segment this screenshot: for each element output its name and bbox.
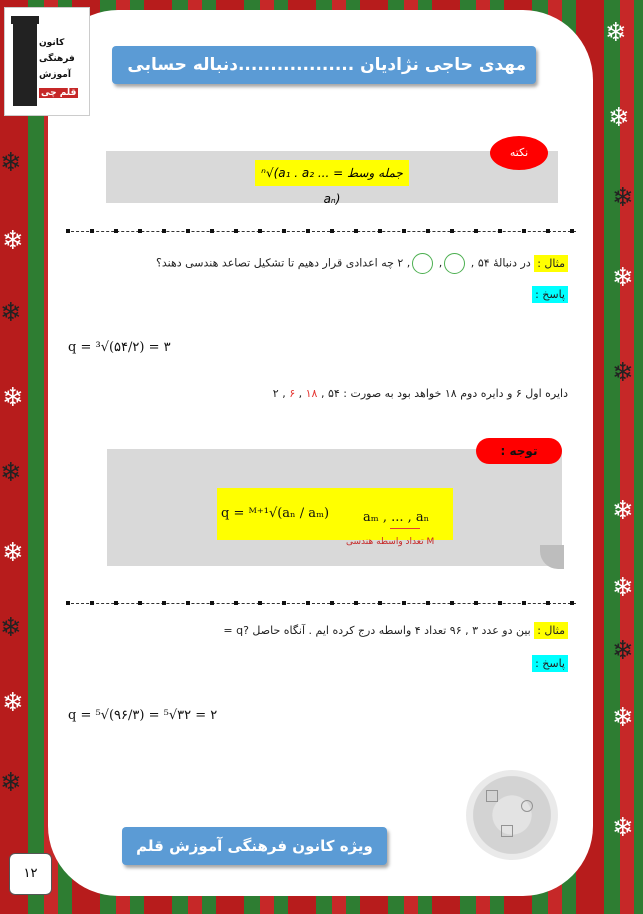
- snowflake-icon: ❄: [612, 636, 634, 666]
- divider-tick: [66, 229, 70, 233]
- divider-tick: [474, 229, 478, 233]
- divider-tick: [546, 601, 550, 605]
- page-number: ۱۲: [9, 853, 52, 895]
- double-arrow-icon: [390, 528, 420, 529]
- solution-formula: q = ³√(۵۴/۲) = ۳: [68, 340, 171, 355]
- divider-tick: [282, 229, 286, 233]
- divider-tick: [90, 229, 94, 233]
- divider-tick: [522, 229, 526, 233]
- solution-formula: q = ⁵√(۹۶/۳) = ⁵√۳۲ = ۲: [68, 708, 218, 723]
- answer-line: [532, 657, 568, 670]
- divider-tick: [162, 601, 166, 605]
- sequence-value: ۶: [289, 387, 296, 400]
- divider-tick: [402, 229, 406, 233]
- logo-text: کانون: [39, 38, 65, 48]
- divider-tick: [426, 601, 430, 605]
- sequence-range: aₘ , ... , aₙ: [363, 510, 430, 525]
- note-badge: نکته: [490, 136, 548, 170]
- doodle-shape: [486, 790, 498, 802]
- divider-tick: [498, 601, 502, 605]
- teacher-silhouette-icon: [13, 24, 37, 106]
- snowflake-icon: ❄: [612, 573, 634, 603]
- example-label: مثال :: [534, 255, 568, 272]
- divider-tick: [162, 229, 166, 233]
- divider-tick: [354, 229, 358, 233]
- sequence-value: ۱۸: [305, 387, 318, 400]
- sequence-value: ۲: [272, 387, 279, 400]
- logo-text: آموزش: [39, 70, 71, 80]
- formula-label: جمله وسط: [347, 166, 403, 180]
- divider-tick: [186, 229, 190, 233]
- snowflake-icon: ❄: [608, 103, 630, 133]
- snowflake-icon: ❄: [2, 383, 24, 413]
- divider-tick: [234, 229, 238, 233]
- divider-tick: [330, 229, 334, 233]
- divider-tick: [498, 229, 502, 233]
- snowflake-icon: ❄: [2, 538, 24, 568]
- divider-tick: [90, 601, 94, 605]
- section-divider: [66, 603, 576, 604]
- divider-tick: [258, 601, 262, 605]
- question-num: ۵۴: [477, 256, 490, 270]
- divider-tick: [330, 601, 334, 605]
- divider-tick: [450, 601, 454, 605]
- divider-tick: [114, 601, 118, 605]
- divider-tick: [570, 601, 574, 605]
- divider-tick: [306, 601, 310, 605]
- logo-text: قلم چی: [41, 88, 77, 98]
- divider-tick: [354, 601, 358, 605]
- snowflake-icon: ❄: [612, 183, 634, 213]
- divider-tick: [210, 229, 214, 233]
- result-text: دایره اول ۶ و دایره دوم ۱۸ خواهد بود به صورت : ۵۴ ,: [320, 387, 568, 400]
- question-end: چه اعدادی قرار دهیم تا تشکیل تصاعد هندسی دهند؟: [156, 256, 394, 270]
- question-num: ۲: [397, 256, 404, 270]
- divider-tick: [66, 601, 70, 605]
- snowflake-icon: ❄: [2, 688, 24, 718]
- geometric-mean-formula: [255, 160, 409, 206]
- snowflake-icon: ❄: [612, 496, 634, 526]
- doodle-shape: [521, 800, 533, 812]
- logo-text: فرهنگی: [39, 54, 75, 64]
- snowflake-icon: ❄: [605, 18, 627, 48]
- divider-tick: [186, 601, 190, 605]
- snowflake-icon: ❄: [612, 813, 634, 843]
- kanoon-logo: [4, 7, 90, 116]
- divider-tick: [210, 601, 214, 605]
- divider-tick: [282, 601, 286, 605]
- snowflake-icon: ❄: [0, 768, 22, 798]
- divider-tick: [378, 229, 382, 233]
- doodle-shape: [501, 825, 513, 837]
- divider-tick: [138, 601, 142, 605]
- divider-tick: [402, 601, 406, 605]
- answer-line: [532, 288, 568, 301]
- example-label: مثال :: [534, 622, 568, 639]
- divider-tick: [306, 229, 310, 233]
- answer-label: پاسخ :: [532, 655, 568, 672]
- warning-badge: توجه :: [476, 438, 562, 464]
- m-definition: M تعداد واسطه هندسی: [346, 537, 435, 547]
- snowflake-icon: ❄: [612, 703, 634, 733]
- question-text: بین دو عدد ۳ , ۹۶ تعداد ۴ واسطه درج کرده ایم . آنگاه حاصل ?q =: [223, 624, 531, 637]
- page-title: مهدی حاجی نژادیان ..................دنباله حسابی و هندسی: [112, 46, 536, 84]
- divider-tick: [570, 229, 574, 233]
- divider-tick: [450, 229, 454, 233]
- snowflake-icon: ❄: [0, 148, 22, 178]
- blank-circle: [412, 253, 433, 274]
- divider-tick: [138, 229, 142, 233]
- snowflake-icon: ❄: [0, 458, 22, 488]
- divider-tick: [114, 229, 118, 233]
- question-start: در دنبالهٔ: [493, 256, 531, 270]
- snowflake-icon: ❄: [0, 298, 22, 328]
- divider-tick: [546, 229, 550, 233]
- divider-tick: [234, 601, 238, 605]
- answer-label: پاسخ :: [532, 286, 568, 303]
- ratio-formula: q = ᴹ⁺¹√(aₙ / aₘ): [221, 506, 330, 521]
- example2-question-line: [223, 624, 568, 637]
- formula-expression: = ⁿ√(a₁ . a₂ ... aₙ): [261, 166, 344, 206]
- example1-question-line: مثال : در دنبالهٔ ۵۴ , , , ۲ چه اعدادی قرار دهیم تا تشکیل تصاعد هندسی دهند؟: [156, 253, 568, 274]
- snowflake-icon: ❄: [0, 613, 22, 643]
- graduation-cap-icon: [11, 16, 39, 24]
- snowflake-icon: ❄: [2, 226, 24, 256]
- blank-circle: [444, 253, 465, 274]
- section-divider: [66, 231, 576, 232]
- footer-banner: ویژه کانون فرهنگی آموزش قلم چی: [122, 827, 387, 865]
- divider-tick: [522, 601, 526, 605]
- ratio-formula-box: [217, 488, 453, 540]
- snowflake-icon: ❄: [612, 263, 634, 293]
- math-doodle-illustration: [466, 770, 558, 860]
- divider-tick: [378, 601, 382, 605]
- divider-tick: [258, 229, 262, 233]
- result-line: دایره اول ۶ و دایره دوم ۱۸ خواهد بود به صورت : ۵۴ , ۱۸ , ۶ , ۲: [272, 387, 568, 400]
- divider-tick: [474, 601, 478, 605]
- divider-tick: [426, 229, 430, 233]
- snowflake-icon: ❄: [612, 358, 634, 388]
